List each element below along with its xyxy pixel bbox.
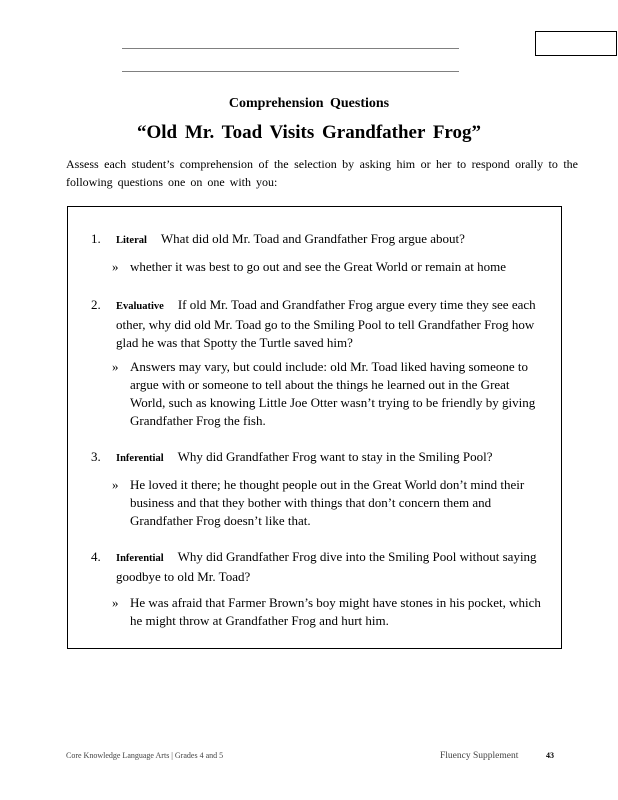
footer-title: Fluency Supplement — [440, 751, 519, 761]
answer-3 — [112, 476, 542, 530]
page-number: 43 — [546, 751, 554, 760]
question-number: 2. — [91, 297, 101, 312]
question-type: Literal — [116, 235, 147, 246]
name-line — [122, 48, 459, 49]
bullet-icon: » — [112, 259, 119, 274]
bullet-icon: » — [112, 477, 119, 492]
question-type: Inferential — [116, 553, 164, 564]
answer-text: whether it was best to go out and see the Great World or remain at home — [130, 259, 506, 274]
page-title: Comprehension Questions — [228, 96, 390, 111]
answer-1 — [112, 258, 542, 276]
story-title: “Old Mr. Toad Visits Grandfather Frog” — [136, 122, 482, 143]
question-2 — [91, 296, 541, 352]
answer-text: Answers may vary, but could include: old Mr. Toad liked having someone to argue with or someone to tell about the things he learned out in the Great World, such as knowing Little Joe Otter wasn’t trying to be friendly by giving Grandfather Frog the fish. — [130, 359, 536, 428]
question-text: Why did Grandfather Frog dive into the Smiling Pool without saying goodbye to old Mr. Toad? — [116, 549, 537, 584]
score-box — [535, 31, 617, 56]
bullet-icon: » — [112, 359, 119, 374]
question-type: Inferential — [116, 453, 164, 464]
question-type: Evaluative — [116, 301, 164, 312]
bullet-icon: » — [112, 595, 119, 610]
question-text: Why did Grandfather Frog want to stay in the Smiling Pool? — [177, 449, 493, 464]
question-number: 4. — [91, 549, 101, 564]
question-number: 3. — [91, 449, 101, 464]
question-4 — [91, 548, 541, 586]
instructions: Assess each student’s comprehension of the selection by asking him or her to respond orally to the following questions one on one with you: — [66, 157, 578, 189]
answer-text: He loved it there; he thought people out in the Great World don’t mind their business and that they bother with things that don’t concern them and Grandfather Frog doesn’t like that. — [130, 477, 525, 528]
question-text: If old Mr. Toad and Grandfather Frog argue every time they see each other, why did old Mr. Toad go to the Smiling Pool to tell Grandfather Frog how glad he was that Spotty the Turtle saved him? — [116, 297, 536, 350]
answer-text: He was afraid that Farmer Brown’s boy might have stones in his pocket, which he might throw at Grandfather Frog and hurt him. — [130, 595, 541, 628]
question-number: 1. — [91, 231, 101, 246]
question-text: What did old Mr. Toad and Grandfather Frog argue about? — [160, 231, 465, 246]
question-1 — [91, 230, 541, 250]
footer-series: Core Knowledge Language Arts | Grades 4 and 5 — [66, 751, 224, 760]
date-line — [122, 71, 459, 72]
answer-4 — [112, 594, 542, 630]
answer-2 — [112, 358, 542, 430]
question-3 — [91, 448, 541, 468]
